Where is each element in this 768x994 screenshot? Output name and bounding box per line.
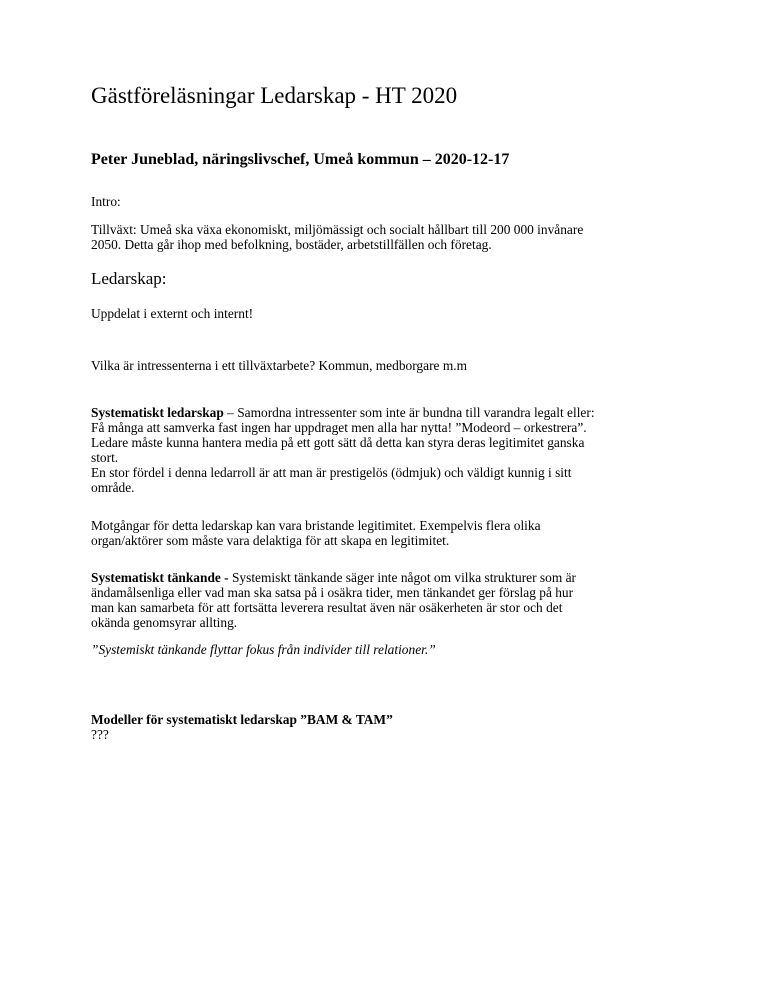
systematiskt-ledarskap-term: Systematiskt ledarskap [91,405,224,420]
systematiskt-ledarskap-line-5: En stor fördel i denna ledarroll är att man är prestigelös (ödmjuk) och väldigt kunnig i sitt [91,465,572,480]
systematiskt-tankande-definition: Systemiskt tänkande säger inte något om vilka strukturer som är [228,570,576,585]
systematiskt-ledarskap-line-3: Ledare måste kunna hantera media på ett gott sätt då detta kan styra deras legitimitet ganska [91,435,585,450]
systematiskt-ledarskap-line-2: Få många att samverka fast ingen har uppdraget men alla har nytta! ”Modeord – orkestrera”. [91,420,587,435]
systematiskt-tankande-line-1 [91,570,686,585]
systematiskt-tankande-line-4: okända genomsyrar allting. [91,615,238,630]
document-title: Gästföreläsningar Ledarskap - HT 2020 [91,83,458,108]
intressenter-paragraph: Vilka är intressenterna i ett tillväxtarbete? Kommun, medborgare m.m [91,358,467,373]
ledarskap-heading: Ledarskap: [91,269,167,288]
systematiskt-tankande-term: Systematiskt tänkande - [91,570,229,585]
uppdelat-paragraph: Uppdelat i externt och internt! [91,306,254,321]
modeller-heading: Modeller för systematiskt ledarskap ”BAM & TAM” [91,712,393,727]
systematiskt-tankande-paragraph [91,570,686,630]
motgangar-line-2: organ/aktörer som måste vara delaktiga för att skapa en legitimitet. [91,533,450,548]
systematiskt-ledarskap-line-6: område. [91,480,135,495]
motgangar-paragraph [91,518,686,548]
lecture-subtitle: Peter Juneblad, näringslivschef, Umeå kommun – 2020-12-17 [91,151,510,168]
motgangar-line-1: Motgångar för detta ledarskap kan vara bristande legitimitet. Exempelvis flera olika [91,518,541,533]
systematiskt-tankande-line-3: man kan samarbeta för att fortsätta leverera resultat även när osäkerheten är stor och det [91,600,563,615]
systematiskt-ledarskap-line-1 [91,405,686,420]
tillvaxt-line-1: Tillväxt: Umeå ska växa ekonomiskt, miljömässigt och socialt hållbart till 200 000 invånare [91,222,584,237]
systematiskt-ledarskap-paragraph [91,405,686,495]
modeller-text: ??? [91,727,109,742]
tillvaxt-paragraph [91,222,686,252]
systematiskt-ledarskap-line-4: stort. [91,450,119,465]
systemiskt-tankande-quote: ”Systemiskt tänkande flyttar fokus från individer till relationer.” [91,642,436,657]
tillvaxt-line-2: 2050. Detta går ihop med befolkning, bostäder, arbetstillfällen och företag. [91,237,492,252]
systematiskt-tankande-line-2: ändamålsenliga eller vad man ska satsa på i osäkra tider, men tänkandet ger förslag på hur [91,585,574,600]
systematiskt-ledarskap-definition: – Samordna intressenter som inte är bundna till varandra legalt eller: [223,405,595,420]
intro-label: Intro: [91,194,121,209]
modeller-section [91,712,686,742]
